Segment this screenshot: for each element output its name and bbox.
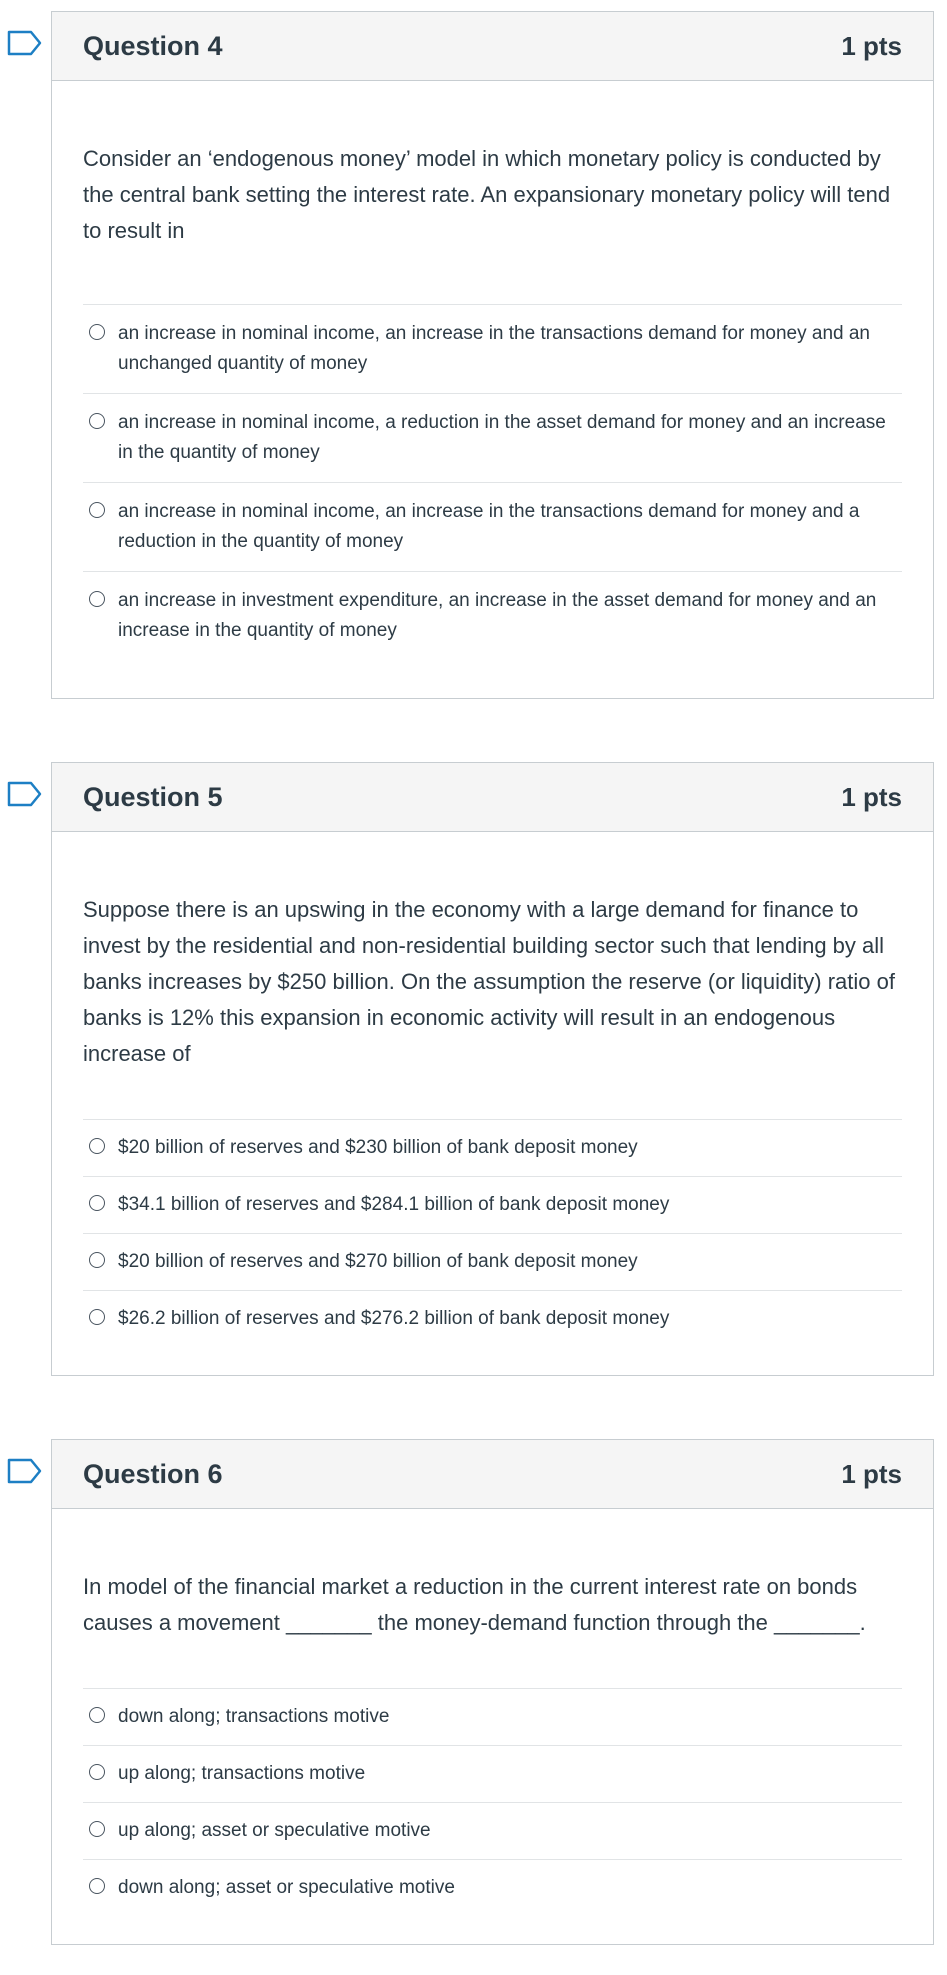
question-body xyxy=(52,1509,933,1944)
question-text: Consider an ‘endogenous money’ model in which monetary policy is conducted by the central bank setting the interest rate. An expansionary monetary policy will tend to result in xyxy=(83,146,891,243)
radio-unselected-icon[interactable] xyxy=(89,1309,105,1325)
answer-option[interactable] xyxy=(83,305,902,394)
radio-unselected-icon[interactable] xyxy=(89,1707,105,1723)
radio-unselected-icon[interactable] xyxy=(89,591,105,607)
question-title: Question 6 xyxy=(83,1458,223,1489)
answer-option[interactable] xyxy=(83,1860,902,1916)
radio-unselected-icon[interactable] xyxy=(89,1138,105,1154)
answer-label: down along; asset or speculative motive xyxy=(118,1877,455,1898)
question-points: 1 pts xyxy=(841,1458,902,1489)
answer-label: an increase in nominal income, an increase in the transactions demand for money and a reduction in the quantity of money xyxy=(118,501,860,552)
answer-option[interactable] xyxy=(83,483,902,572)
question-header xyxy=(52,12,933,81)
radio-unselected-icon[interactable] xyxy=(89,324,105,340)
question-text: In model of the financial market a reduction in the current interest rate on bonds causes a movement _______ the money-demand function through the _______. xyxy=(83,1574,866,1635)
radio-unselected-icon[interactable] xyxy=(89,1252,105,1268)
radio-unselected-icon[interactable] xyxy=(89,1764,105,1780)
question-5-container xyxy=(51,762,934,1376)
answer-list xyxy=(83,1119,902,1347)
flag-question-icon[interactable] xyxy=(7,781,43,807)
answer-label: up along; asset or speculative motive xyxy=(118,1820,431,1841)
question-title: Question 4 xyxy=(83,30,223,61)
flag-question-icon[interactable] xyxy=(7,1458,43,1484)
answer-option[interactable] xyxy=(83,1120,902,1177)
answer-label: $34.1 billion of reserves and $284.1 billion of bank deposit money xyxy=(118,1194,670,1215)
radio-unselected-icon[interactable] xyxy=(89,413,105,429)
answer-label: $20 billion of reserves and $270 billion of bank deposit money xyxy=(118,1251,638,1272)
answer-label: an increase in nominal income, an increase in the transactions demand for money and an unchanged quantity of money xyxy=(118,323,870,374)
question-4-container xyxy=(51,11,934,699)
question-6-container xyxy=(51,1439,934,1945)
answer-label: down along; transactions motive xyxy=(118,1706,390,1727)
answer-option[interactable] xyxy=(83,572,902,660)
flag-question-icon[interactable] xyxy=(7,30,43,56)
answer-option[interactable] xyxy=(83,1234,902,1291)
question-5 xyxy=(51,762,934,1376)
question-body xyxy=(52,81,933,698)
radio-unselected-icon[interactable] xyxy=(89,502,105,518)
question-text: Suppose there is an upswing in the economy with a large demand for finance to invest by the residential and non-residential building sector such that lending by all banks increases by $250 billion. On the assumption the reserve (or liquidity) ratio of banks is 12% this expansion in economic activity will result in an endogenous increase of xyxy=(83,897,895,1066)
answer-option[interactable] xyxy=(83,394,902,483)
question-6 xyxy=(51,1439,934,1945)
answer-label: $20 billion of reserves and $230 billion of bank deposit money xyxy=(118,1137,638,1158)
quiz-questions xyxy=(0,11,947,1945)
answer-label: up along; transactions motive xyxy=(118,1763,366,1784)
answer-label: $26.2 billion of reserves and $276.2 billion of bank deposit money xyxy=(118,1308,670,1329)
question-points: 1 pts xyxy=(841,30,902,61)
question-header xyxy=(52,1440,933,1509)
answer-option[interactable] xyxy=(83,1803,902,1860)
radio-unselected-icon[interactable] xyxy=(89,1195,105,1211)
answer-option[interactable] xyxy=(83,1746,902,1803)
question-4 xyxy=(51,11,934,699)
answer-option[interactable] xyxy=(83,1291,902,1347)
answer-option[interactable] xyxy=(83,1177,902,1234)
question-title: Question 5 xyxy=(83,781,223,812)
question-points: 1 pts xyxy=(841,781,902,812)
radio-unselected-icon[interactable] xyxy=(89,1878,105,1894)
question-header xyxy=(52,763,933,832)
answer-list xyxy=(83,304,902,660)
radio-unselected-icon[interactable] xyxy=(89,1821,105,1837)
answer-list xyxy=(83,1688,902,1916)
answer-label: an increase in nominal income, a reduction in the asset demand for money and an increase in the quantity of money xyxy=(118,412,886,463)
answer-label: an increase in investment expenditure, an increase in the asset demand for money and an increase in the quantity of money xyxy=(118,590,877,641)
question-body xyxy=(52,832,933,1375)
answer-option[interactable] xyxy=(83,1689,902,1746)
